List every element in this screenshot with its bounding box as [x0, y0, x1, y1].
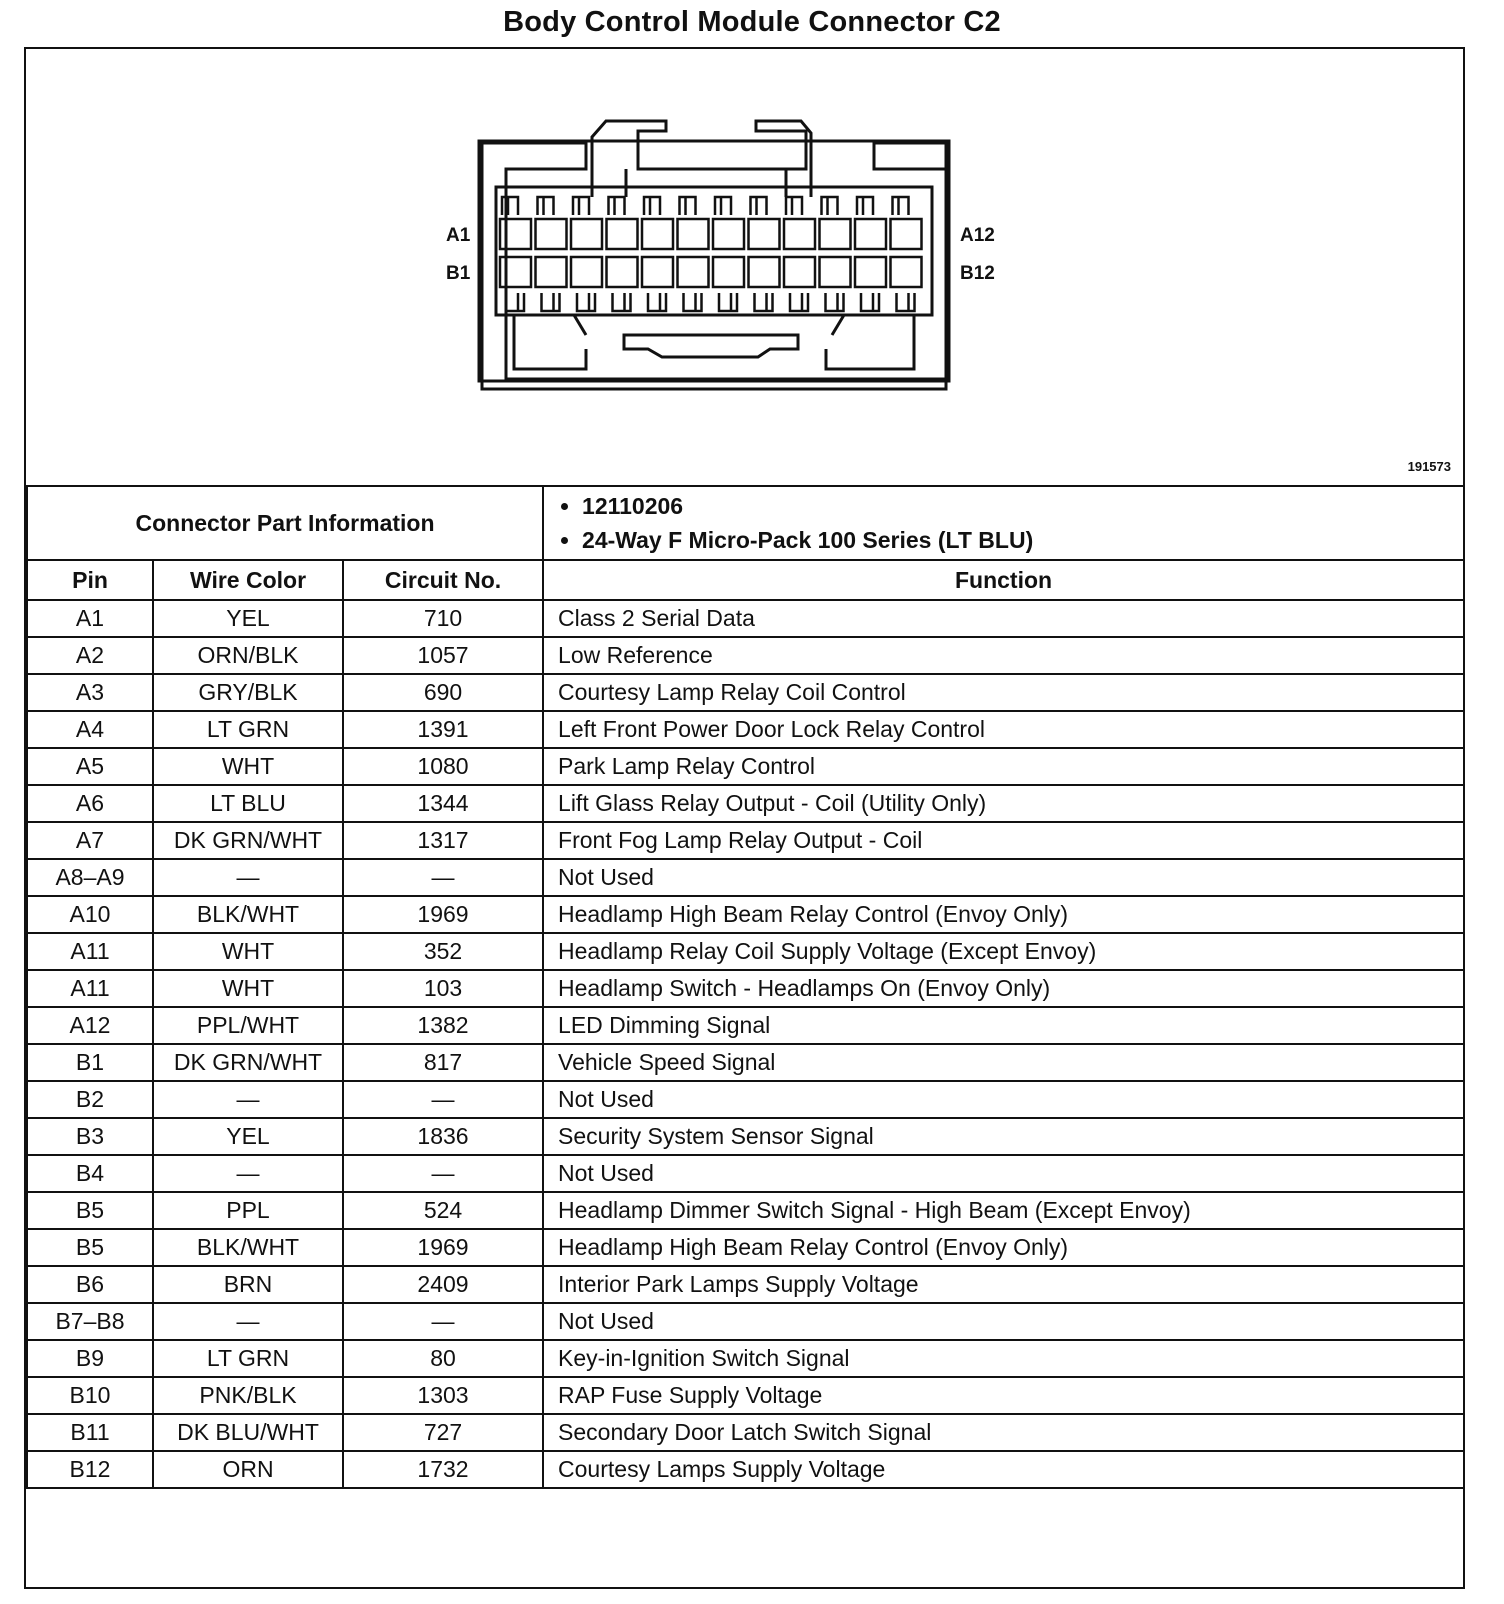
cavity-row-a: [891, 219, 922, 249]
cavity-row-b: [642, 257, 673, 287]
cavity-latch-top: [573, 197, 589, 215]
circuit-cell: 1317: [343, 822, 543, 859]
circuit-cell: 1732: [343, 1451, 543, 1488]
pin-label-b-last: B12: [960, 263, 995, 284]
pin-cell: B4: [27, 1155, 153, 1192]
cavity-latch-bottom: [577, 293, 595, 311]
connector-diagram: [26, 49, 1463, 485]
cavity-row-b: [820, 257, 851, 287]
cavity-latch-top: [751, 197, 767, 215]
pin-cell: A11: [27, 933, 153, 970]
function-cell: Headlamp Switch - Headlamps On (Envoy Only): [543, 970, 1464, 1007]
pin-cell: B5: [27, 1229, 153, 1266]
function-cell: Courtesy Lamps Supply Voltage: [543, 1451, 1464, 1488]
table-row: [27, 859, 1464, 896]
wire-color-cell: DK BLU/WHT: [153, 1414, 343, 1451]
circuit-cell: 1382: [343, 1007, 543, 1044]
cavity-latch-bottom: [755, 293, 773, 311]
pin-cell: B12: [27, 1451, 153, 1488]
circuit-cell: 1344: [343, 785, 543, 822]
cavity-latch-top: [715, 197, 731, 215]
wire-color-cell: YEL: [153, 1118, 343, 1155]
wire-color-cell: WHT: [153, 933, 343, 970]
page-title: Body Control Module Connector C2: [503, 6, 1001, 38]
wire-color-cell: GRY/BLK: [153, 674, 343, 711]
cavity-latch-bottom: [684, 293, 702, 311]
function-cell: Not Used: [543, 1081, 1464, 1118]
pin-label-a-first: A1: [446, 225, 471, 246]
circuit-cell: 80: [343, 1340, 543, 1377]
cavity-latch-bottom: [719, 293, 737, 311]
table-row: [27, 1414, 1464, 1451]
circuit-cell: 1057: [343, 637, 543, 674]
cavity-latch-bottom: [648, 293, 666, 311]
table-row: [27, 637, 1464, 674]
circuit-cell: 1969: [343, 896, 543, 933]
cavity-latch-top: [680, 197, 696, 215]
header-circuit: Circuit No.: [343, 560, 543, 600]
cavity-row-a: [855, 219, 886, 249]
table-row: [27, 1266, 1464, 1303]
circuit-cell: —: [343, 1155, 543, 1192]
function-cell: Headlamp Relay Coil Supply Voltage (Except Envoy): [543, 933, 1464, 970]
wire-color-cell: —: [153, 1081, 343, 1118]
table-row: [27, 1007, 1464, 1044]
function-cell: Key-in-Ignition Switch Signal: [543, 1340, 1464, 1377]
pin-cell: A4: [27, 711, 153, 748]
table-row: [27, 933, 1464, 970]
function-cell: Front Fog Lamp Relay Output - Coil: [543, 822, 1464, 859]
table-row: [27, 1044, 1464, 1081]
cavity-latch-bottom: [542, 293, 560, 311]
function-cell: Not Used: [543, 1155, 1464, 1192]
pin-cell: B5: [27, 1192, 153, 1229]
function-cell: Headlamp High Beam Relay Control (Envoy Only): [543, 896, 1464, 933]
cavity-latch-bottom: [897, 293, 915, 311]
cavity-row-b: [784, 257, 815, 287]
pin-label-b-first: B1: [446, 263, 471, 284]
table-row: [27, 1451, 1464, 1488]
cavity-row-b: [536, 257, 567, 287]
wire-color-cell: ORN/BLK: [153, 637, 343, 674]
wire-color-cell: BRN: [153, 1266, 343, 1303]
cavity-latch-bottom: [790, 293, 808, 311]
connector-info-row: [27, 486, 1464, 560]
wire-color-cell: —: [153, 1155, 343, 1192]
circuit-cell: 1391: [343, 711, 543, 748]
function-cell: Vehicle Speed Signal: [543, 1044, 1464, 1081]
cavity-row-b: [571, 257, 602, 287]
pin-cell: B3: [27, 1118, 153, 1155]
table-row: [27, 785, 1464, 822]
circuit-cell: 352: [343, 933, 543, 970]
cavity-latch-bottom: [826, 293, 844, 311]
table-row: [27, 600, 1464, 637]
table-row: [27, 970, 1464, 1007]
connector-part-number: • 12110206: [582, 489, 1463, 523]
table-row: [27, 1377, 1464, 1414]
circuit-cell: 727: [343, 1414, 543, 1451]
cavity-row-a: [642, 219, 673, 249]
cavity-latch-top: [893, 197, 909, 215]
wire-color-cell: PNK/BLK: [153, 1377, 343, 1414]
function-cell: Park Lamp Relay Control: [543, 748, 1464, 785]
cavity-row-b: [678, 257, 709, 287]
pin-cell: B9: [27, 1340, 153, 1377]
function-cell: RAP Fuse Supply Voltage: [543, 1377, 1464, 1414]
table-row: [27, 674, 1464, 711]
table-row: [27, 1229, 1464, 1266]
cavity-row-b: [713, 257, 744, 287]
table-row: [27, 748, 1464, 785]
header-wire-color: Wire Color: [153, 560, 343, 600]
connector-description: • 24-Way F Micro-Pack 100 Series (LT BLU): [582, 523, 1463, 557]
table-row: [27, 711, 1464, 748]
circuit-cell: —: [343, 1303, 543, 1340]
cavity-latch-bottom: [861, 293, 879, 311]
pin-cell: A3: [27, 674, 153, 711]
connector-face-drawing: [26, 49, 1463, 485]
cavity-row-b: [855, 257, 886, 287]
function-cell: Not Used: [543, 859, 1464, 896]
function-cell: LED Dimming Signal: [543, 1007, 1464, 1044]
cavity-latch-top: [609, 197, 625, 215]
wire-color-cell: WHT: [153, 748, 343, 785]
cavity-row-a: [820, 219, 851, 249]
table-row: [27, 1155, 1464, 1192]
pin-cell: A8–A9: [27, 859, 153, 896]
wire-color-cell: BLK/WHT: [153, 896, 343, 933]
table-row: [27, 1192, 1464, 1229]
cavity-row-a: [678, 219, 709, 249]
pin-cell: A2: [27, 637, 153, 674]
function-cell: Courtesy Lamp Relay Coil Control: [543, 674, 1464, 711]
pin-cell: A12: [27, 1007, 153, 1044]
pin-cell: A6: [27, 785, 153, 822]
circuit-cell: 2409: [343, 1266, 543, 1303]
circuit-cell: —: [343, 859, 543, 896]
pinout-table: [26, 485, 1465, 1489]
cavity-row-b: [891, 257, 922, 287]
wire-color-cell: —: [153, 859, 343, 896]
cavity-latch-bottom: [506, 293, 524, 311]
table-row: [27, 1081, 1464, 1118]
wire-color-cell: DK GRN/WHT: [153, 1044, 343, 1081]
cavity-row-a: [571, 219, 602, 249]
cavity-row-b: [607, 257, 638, 287]
wire-color-cell: PPL/WHT: [153, 1007, 343, 1044]
function-cell: Lift Glass Relay Output - Coil (Utility Only): [543, 785, 1464, 822]
pin-cell: A11: [27, 970, 153, 1007]
table-row: [27, 1118, 1464, 1155]
document-frame: [24, 47, 1465, 1589]
header-row: [27, 560, 1464, 600]
pin-cell: B10: [27, 1377, 153, 1414]
wire-color-cell: DK GRN/WHT: [153, 822, 343, 859]
circuit-cell: —: [343, 1081, 543, 1118]
wire-color-cell: BLK/WHT: [153, 1229, 343, 1266]
connector-info-list: [544, 489, 1463, 557]
circuit-cell: 690: [343, 674, 543, 711]
function-cell: Class 2 Serial Data: [543, 600, 1464, 637]
table-row: [27, 1303, 1464, 1340]
pin-cell: A10: [27, 896, 153, 933]
wire-color-cell: LT GRN: [153, 711, 343, 748]
cavity-latch-bottom: [613, 293, 631, 311]
connector-info-values: [543, 486, 1464, 560]
circuit-cell: 103: [343, 970, 543, 1007]
wire-color-cell: PPL: [153, 1192, 343, 1229]
circuit-cell: 1080: [343, 748, 543, 785]
cavity-row-a: [784, 219, 815, 249]
wire-color-cell: LT BLU: [153, 785, 343, 822]
pin-cell: B6: [27, 1266, 153, 1303]
pin-cell: B2: [27, 1081, 153, 1118]
wire-color-cell: LT GRN: [153, 1340, 343, 1377]
cavity-latch-top: [857, 197, 873, 215]
header-pin: Pin: [27, 560, 153, 600]
figure-id: 191573: [1407, 459, 1451, 474]
pin-cell: A1: [27, 600, 153, 637]
function-cell: Secondary Door Latch Switch Signal: [543, 1414, 1464, 1451]
wire-color-cell: YEL: [153, 600, 343, 637]
cavity-latch-top: [538, 197, 554, 215]
wire-color-cell: WHT: [153, 970, 343, 1007]
pin-cell: B11: [27, 1414, 153, 1451]
pin-cell: B7–B8: [27, 1303, 153, 1340]
table-row: [27, 896, 1464, 933]
pin-label-a-last: A12: [960, 225, 995, 246]
function-cell: Left Front Power Door Lock Relay Control: [543, 711, 1464, 748]
circuit-cell: 1303: [343, 1377, 543, 1414]
cavity-latch-top: [786, 197, 802, 215]
function-cell: Security System Sensor Signal: [543, 1118, 1464, 1155]
pin-cell: A7: [27, 822, 153, 859]
table-row: [27, 1340, 1464, 1377]
cavity-row-a: [749, 219, 780, 249]
wire-color-cell: —: [153, 1303, 343, 1340]
pin-cell: A5: [27, 748, 153, 785]
header-function: Function: [543, 560, 1464, 600]
cavity-row-a: [607, 219, 638, 249]
wire-color-cell: ORN: [153, 1451, 343, 1488]
cavity-latch-top: [644, 197, 660, 215]
circuit-cell: 1969: [343, 1229, 543, 1266]
pin-cell: B1: [27, 1044, 153, 1081]
table-row: [27, 822, 1464, 859]
connector-info-label: Connector Part Information: [27, 486, 543, 560]
function-cell: Interior Park Lamps Supply Voltage: [543, 1266, 1464, 1303]
function-cell: Low Reference: [543, 637, 1464, 674]
cavity-latch-top: [502, 197, 518, 215]
function-cell: Headlamp Dimmer Switch Signal - High Beam (Except Envoy): [543, 1192, 1464, 1229]
circuit-cell: 524: [343, 1192, 543, 1229]
function-cell: Headlamp High Beam Relay Control (Envoy Only): [543, 1229, 1464, 1266]
cavity-row-a: [713, 219, 744, 249]
function-cell: Not Used: [543, 1303, 1464, 1340]
cavity-row-a: [536, 219, 567, 249]
circuit-cell: 817: [343, 1044, 543, 1081]
cavity-row-b: [749, 257, 780, 287]
cavity-latch-top: [822, 197, 838, 215]
circuit-cell: 1836: [343, 1118, 543, 1155]
circuit-cell: 710: [343, 600, 543, 637]
pinout-rows: [27, 600, 1464, 1488]
